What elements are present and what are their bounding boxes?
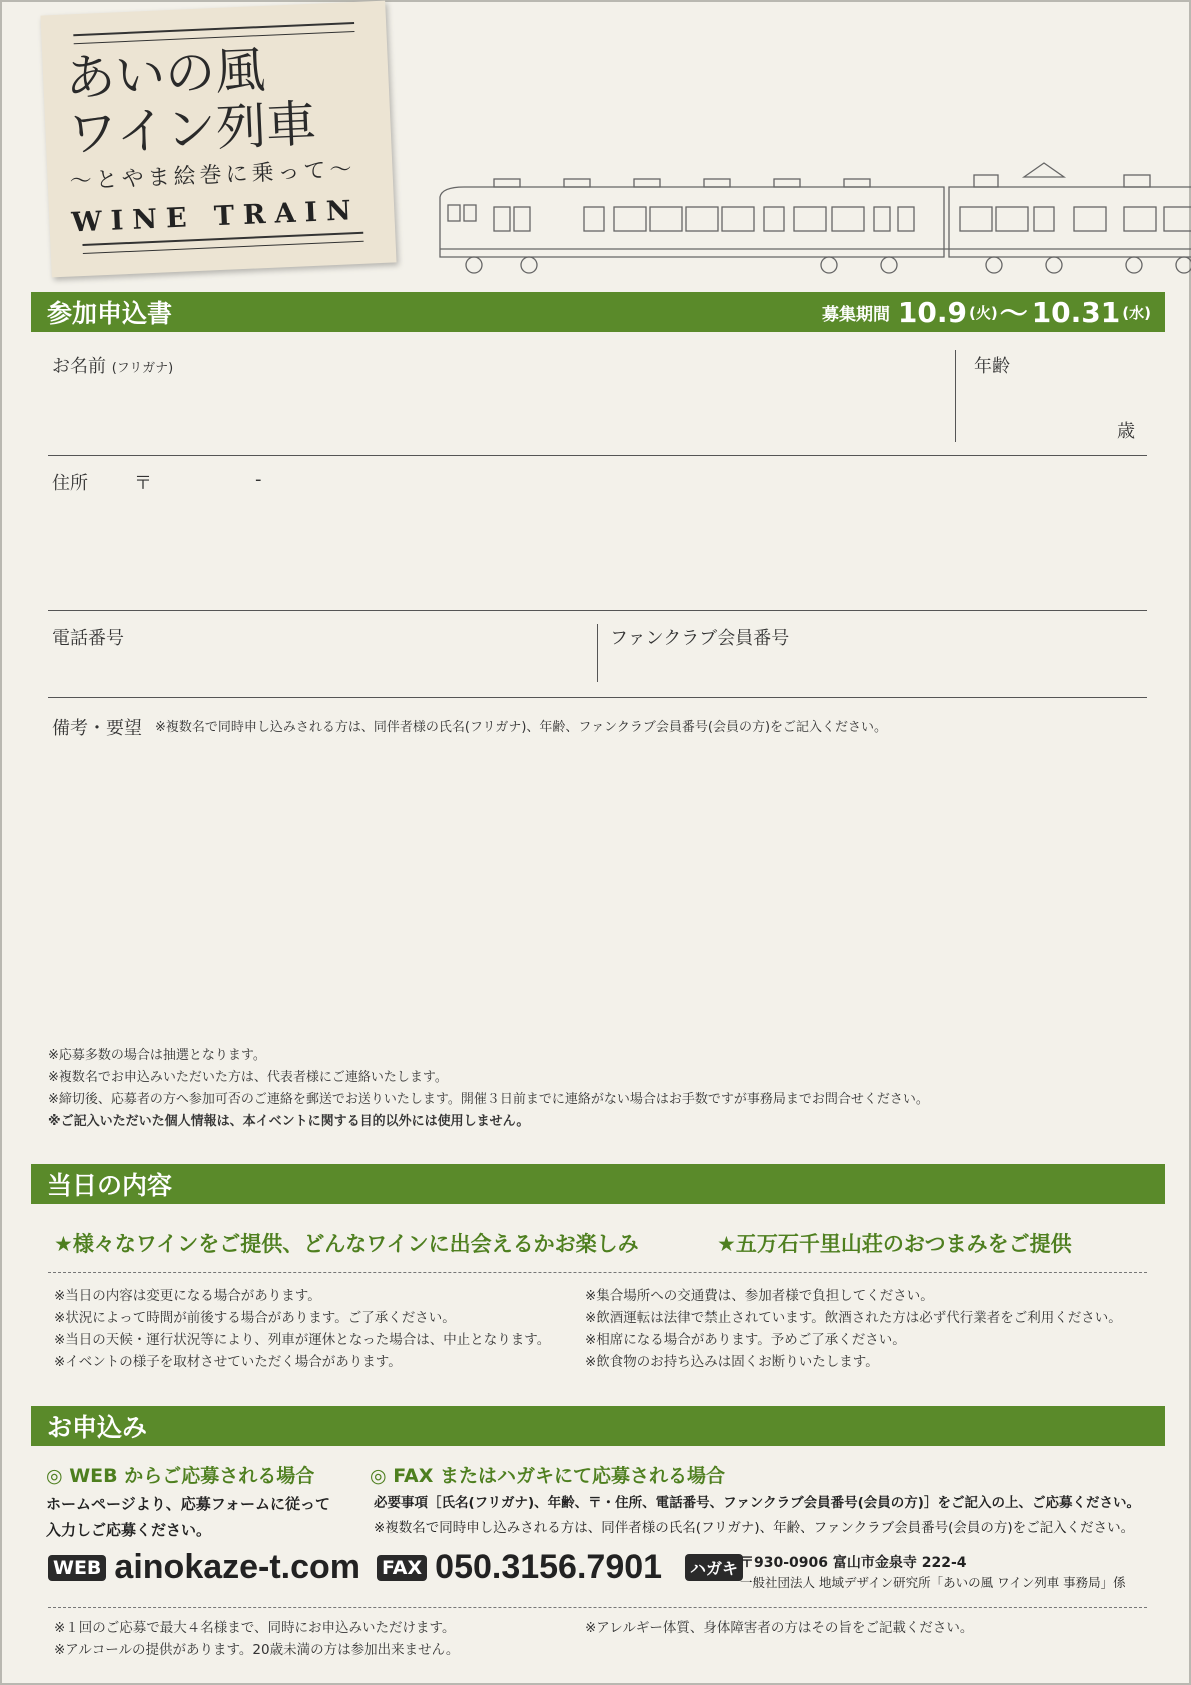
period-separator: 〜 bbox=[999, 297, 1028, 330]
fax-apply-text bbox=[374, 1491, 1140, 1541]
apply-header bbox=[31, 1406, 1165, 1446]
phone-row-rule bbox=[48, 697, 1147, 698]
name-furigana-note: (フリガナ) bbox=[111, 361, 174, 376]
period-end-day: (水) bbox=[1122, 303, 1151, 322]
age-label: 年齢 bbox=[974, 356, 1010, 377]
event-note: ※当日の天候・運行状況等により、列車が運休となった場合は、中止となります。 bbox=[54, 1332, 551, 1348]
web-badge: WEB bbox=[48, 1555, 106, 1581]
feature-wine: ★様々なワインをご提供、どんなワインに出会えるかお楽しみ bbox=[54, 1232, 639, 1256]
application-note: ※応募多数の場合は抽選となります。 bbox=[48, 1048, 266, 1063]
name-label-text: お名前 bbox=[52, 356, 106, 377]
event-note: ※集合場所への交通費は、参加者様で負担してください。 bbox=[585, 1288, 934, 1304]
period-label: 募集期間 bbox=[821, 304, 890, 325]
apply-title: お申込み bbox=[47, 1413, 148, 1442]
period-start: 10.9 bbox=[897, 295, 967, 329]
fax-multi-note: ※複数名で同時申し込みされる方は、同伴者様の氏名(フリガナ)、年齢、ファンクラブ会員番号(会員の方)をご記入ください。 bbox=[374, 1520, 1135, 1536]
fax-apply-heading: ◎ FAX またはハガキにて応募される場合 bbox=[370, 1465, 725, 1487]
fax-contact bbox=[377, 1548, 662, 1587]
footer-note: ※１回のご応募で最大４名様まで、同時にお申込みいただけます。 bbox=[54, 1620, 456, 1636]
event-note: ※相席になる場合があります。予めご了承ください。 bbox=[585, 1332, 906, 1348]
postal-mark: 〒 bbox=[134, 473, 152, 494]
period-start-day: (火) bbox=[968, 303, 998, 322]
wine-train-logo bbox=[40, 1, 396, 278]
web-apply-line: ホームページより、応募フォームに従って bbox=[46, 1495, 330, 1513]
application-form-title: 参加申込書 bbox=[47, 299, 173, 328]
age-unit: 歳 bbox=[1117, 421, 1135, 442]
event-content-title: 当日の内容 bbox=[47, 1171, 173, 1200]
postcard-contact bbox=[685, 1554, 743, 1581]
postcard-address bbox=[740, 1554, 1126, 1592]
name-age-divider bbox=[955, 350, 956, 442]
address-label: 住所 bbox=[52, 473, 88, 494]
footer-note: ※アルコールの提供があります。20歳未満の方は参加出来ません。 bbox=[54, 1642, 460, 1658]
fax-badge: FAX bbox=[377, 1555, 427, 1581]
postcard-badge: ハガキ bbox=[685, 1554, 743, 1581]
postal-address: 〒930-0906 富山市金泉寺 222-4 bbox=[740, 1555, 967, 1571]
phone-fanclub-divider bbox=[597, 624, 598, 682]
event-notes-left bbox=[54, 1285, 550, 1373]
application-notes bbox=[48, 1045, 929, 1133]
recruitment-period bbox=[822, 292, 1151, 332]
web-apply-text bbox=[46, 1491, 330, 1543]
fax-required-items: 必要事項［氏名(フリガナ)、年齢、〒・住所、電話番号、ファンクラブ会員番号(会員の方)］をご記入の上、ご応募ください。 bbox=[374, 1495, 1140, 1511]
footer-note: ※アレルギー体質、身体障害者の方はその旨をご記載ください。 bbox=[585, 1620, 974, 1636]
privacy-note: ※ご記入いただいた個人情報は、本イベントに関する目的以外には使用しません。 bbox=[48, 1114, 530, 1129]
postal-recipient: 一般社団法人 地域デザイン研究所「あいの風 ワイン列車 事務局」係 bbox=[740, 1575, 1126, 1590]
footer-notes-left bbox=[54, 1617, 459, 1661]
logo-english: WINE TRAIN bbox=[70, 194, 361, 239]
name-label bbox=[52, 352, 173, 378]
event-note: ※当日の内容は変更になる場合があります。 bbox=[54, 1288, 321, 1304]
event-note: ※飲酒運転は法律で禁止されています。飲酒された方は必ず代行業者をご利用ください。 bbox=[585, 1310, 1122, 1326]
web-apply-heading: ◎ WEB からご応募される場合 bbox=[46, 1465, 315, 1487]
event-note: ※イベントの様子を取材させていただく場合があります。 bbox=[54, 1354, 402, 1370]
phone-label: 電話番号 bbox=[52, 628, 124, 649]
application-note: ※締切後、応募者の方へ参加可否のご連絡を郵送でお送りいたします。開催３日前までに連絡がない場合はお手数ですが事務局までお問合せください。 bbox=[48, 1092, 929, 1107]
remarks-note: ※複数名で同時申し込みされる方は、同伴者様の氏名(フリガナ)、年齢、ファンクラブ会員番号(会員の方)をご記入ください。 bbox=[155, 720, 888, 735]
footer-notes-right bbox=[585, 1617, 973, 1639]
application-form-header bbox=[31, 292, 1165, 332]
application-note: ※複数名でお申込みいただいた方は、代表者様にご連絡いたします。 bbox=[48, 1070, 448, 1085]
feature-divider bbox=[48, 1272, 1147, 1273]
event-note: ※飲食物のお持ち込みは固くお断りいたします。 bbox=[585, 1354, 879, 1370]
logo-title-line1: あいの風 bbox=[63, 40, 267, 108]
train-illustration bbox=[434, 157, 1191, 292]
apply-divider bbox=[48, 1607, 1147, 1608]
period-end: 10.31 bbox=[1031, 295, 1121, 329]
name-row-rule bbox=[48, 455, 1147, 456]
event-content-header bbox=[31, 1164, 1165, 1204]
event-note: ※状況によって時間が前後する場合があります。ご了承ください。 bbox=[54, 1310, 456, 1326]
event-notes-right bbox=[585, 1285, 1122, 1373]
web-url-link[interactable]: ainokaze-t.com bbox=[114, 1548, 361, 1586]
fax-number: 050.3156.7901 bbox=[435, 1548, 663, 1586]
address-row-rule bbox=[48, 610, 1147, 611]
logo-subtitle: 〜とやま絵巻に乗って〜 bbox=[69, 157, 357, 195]
fanclub-label: ファンクラブ会員番号 bbox=[610, 628, 790, 649]
remarks-label: 備考・要望 bbox=[52, 718, 142, 739]
web-contact bbox=[48, 1548, 360, 1587]
postal-dash: - bbox=[255, 469, 262, 490]
web-apply-line: 入力しご応募ください。 bbox=[46, 1521, 212, 1539]
feature-snacks: ★五万石千里山荘のおつまみをご提供 bbox=[717, 1232, 1072, 1256]
logo-title-line2: ワイン列車 bbox=[66, 94, 318, 164]
